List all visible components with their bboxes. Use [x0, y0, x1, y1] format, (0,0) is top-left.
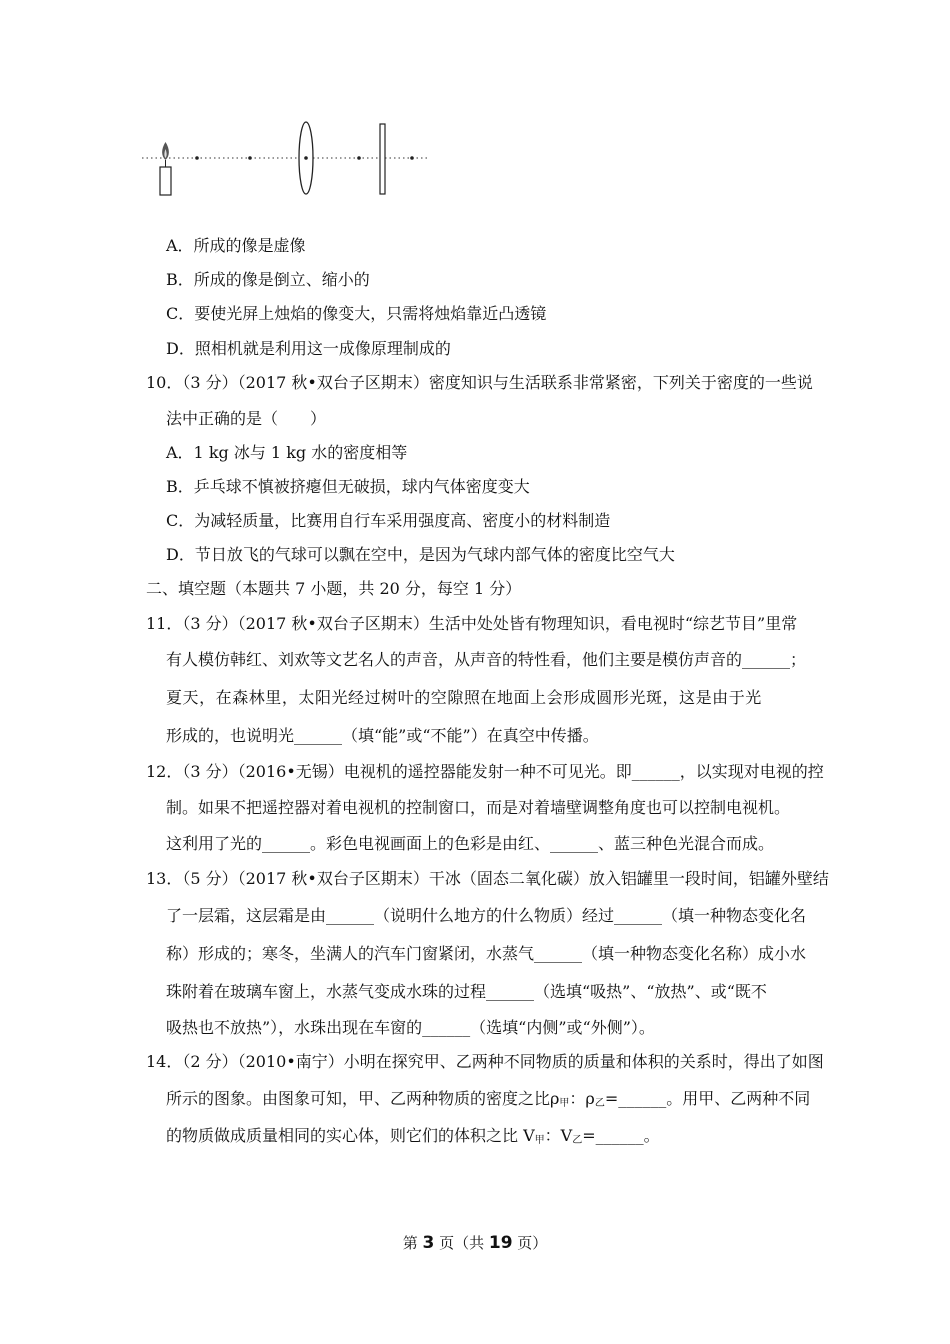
q14-text: =______。用甲、乙两种不同	[604, 1089, 811, 1108]
q12-stem: 12．（3 分）（2016•无锡）电视机的遥控器能发射一种不可见光。即______，以实现对电视的控	[146, 762, 824, 781]
footer-text: 页）	[512, 1234, 548, 1252]
q14-text: ：ρ	[569, 1089, 595, 1108]
q13-stem: 13．（5 分）（2017 秋•双台子区期末）干冰（固态二氧化碳）放入铝罐里一段时间，铝罐外壁结	[146, 869, 829, 888]
q12-stem-cont: 这利用了光的______。彩色电视画面上的色彩是由红、______、蓝三种色光混合而成。	[166, 834, 775, 853]
q9-option-d: D．照相机就是利用这一成像原理制成的	[166, 339, 451, 358]
axis-point	[410, 156, 414, 160]
q11-stem-cont: 形成的，也说明光______（填“能”或“不能”）在真空中传播。	[166, 726, 599, 745]
optics-bench-figure	[140, 118, 440, 203]
page-number: 3	[422, 1233, 435, 1253]
subscript-jia: 甲	[534, 1135, 545, 1146]
lens-center-point	[304, 156, 308, 160]
page-total: 19	[488, 1233, 513, 1253]
axis-point	[195, 156, 199, 160]
q10-option-d: D．节日放飞的气球可以飘在空中，是因为气球内部气体的密度比空气大	[166, 545, 675, 564]
q14-stem-cont	[166, 1089, 810, 1114]
q14-text: ：V	[544, 1126, 573, 1145]
q10-option-c: C．为减轻质量，比赛用自行车采用强度高、密度小的材料制造	[166, 511, 611, 530]
q10-stem: 10．（3 分）（2017 秋•双台子区期末）密度知识与生活联系非常紧密，下列关于密度的一些说	[146, 373, 813, 392]
q14-text: =______。	[582, 1126, 660, 1145]
axis-point	[357, 156, 361, 160]
q11-stem: 11．（3 分）（2017 秋•双台子区期末）生活中处处皆有物理知识，看电视时“综艺节目”里常	[146, 614, 798, 633]
q10-option-a: A．1 kg 冰与 1 kg 水的密度相等	[166, 443, 408, 462]
q10-option-b: B．乒乓球不慎被挤瘪但无破损，球内气体密度变大	[166, 477, 530, 496]
light-screen	[380, 124, 385, 194]
section-heading: 二、填空题（本题共 7 小题，共 20 分，每空 1 分）	[146, 579, 522, 598]
q13-stem-cont: 珠附着在玻璃车窗上，水蒸气变成水珠的过程______（选填“吸热”、“放热”、或“既不	[166, 982, 767, 1001]
subscript-yi: 乙	[572, 1135, 583, 1146]
footer-text: 第	[402, 1234, 423, 1252]
q9-option-b: B．所成的像是倒立、缩小的	[166, 270, 370, 289]
q13-stem-cont: 称）形成的；寒冬，坐满人的汽车门窗紧闭，水蒸气______（填一种物态变化名称）成小水	[166, 944, 807, 963]
q11-stem-cont: 夏天，在森林里，太阳光经过树叶的空隙照在地面上会形成圆形光斑，这是由于光	[166, 688, 762, 707]
q13-stem-cont: 了一层霜，这层霜是由______（说明什么地方的什么物质）经过______（填一种物态变化名	[166, 906, 807, 925]
q10-stem-cont: 法中正确的是（ ）	[166, 409, 327, 428]
candle-icon	[160, 142, 171, 195]
q12-stem-cont: 制。如果不把遥控器对着电视机的控制窗口，而是对着墙壁调整角度也可以控制电视机。	[166, 798, 791, 817]
q14-text: 的物质做成质量相同的实心体，则它们的体积之比 V	[166, 1126, 535, 1145]
footer-text: 页（共	[434, 1234, 489, 1252]
q11-stem-cont: 有人模仿韩红、刘欢等文艺名人的声音，从声音的特性看，他们主要是模仿声音的______；	[166, 650, 807, 669]
q9-option-a: A．所成的像是虚像	[166, 236, 306, 255]
q14-stem: 14．（2 分）（2010•南宁）小明在探究甲、乙两种不同物质的质量和体积的关系时，得出了如图	[146, 1052, 824, 1071]
q14-text: 所示的图象。由图象可知，甲、乙两种物质的密度之比ρ	[166, 1089, 560, 1108]
page-footer	[0, 1232, 950, 1253]
q9-option-c: C．要使光屏上烛焰的像变大，只需将烛焰靠近凸透镜	[166, 304, 547, 323]
axis-point	[248, 156, 252, 160]
subscript-jia: 甲	[559, 1098, 570, 1109]
q14-stem-cont	[166, 1126, 660, 1151]
q13-stem-cont: 吸热也不放热”），水珠出现在车窗的______（选填“内侧”或“外侧”）。	[166, 1018, 655, 1037]
subscript-yi: 乙	[594, 1098, 605, 1109]
